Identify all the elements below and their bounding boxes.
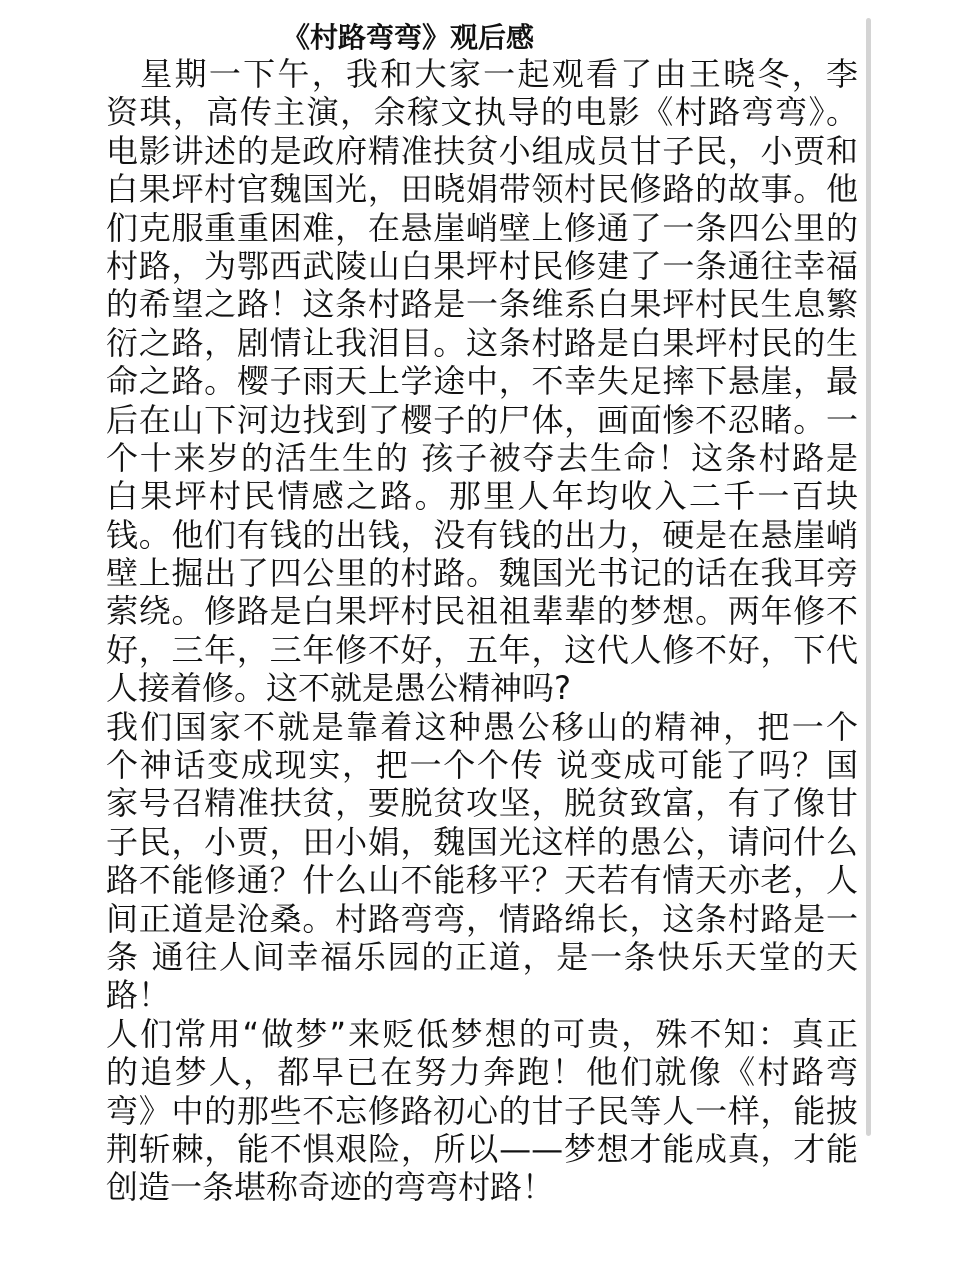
text-line: 电影讲述的是政府精准扶贫小组成员甘子民，小贾和 — [106, 131, 858, 170]
text-line: 萦绕。修路是白果坪村民祖祖辈辈的梦想。两年修不 — [106, 592, 858, 631]
text-line: 命之路。樱子雨天上学途中，不幸失足摔下悬崖，最 — [106, 362, 858, 401]
text-line: 的追梦人，都早已在努力奔跑！他们就像《村路弯 — [106, 1053, 858, 1092]
text-line: 钱。他们有钱的出钱，没有钱的出力，硬是在悬崖峭 — [106, 515, 858, 554]
text-line: 人接着修。这不就是愚公精神吗? — [106, 669, 571, 708]
document-body — [106, 55, 858, 1207]
text-line: 我们国家不就是靠着这种愚公移山的精神，把一个 — [106, 707, 858, 746]
text-line: 壁上掘出了四公里的村路。魏国光书记的话在我耳旁 — [106, 554, 858, 593]
text-line: 个十来岁的活生生的 孩子被夺去生命！这条村路是 — [106, 438, 858, 477]
text-line: 间正道是沧桑。村路弯弯，情路绵长，这条村路是一 — [106, 899, 858, 938]
text-line: 资琪，高传主演，余稼文执导的电影《村路弯弯》。 — [106, 93, 858, 132]
text-line: 路！ — [106, 976, 171, 1015]
text-line: 衍之路，剧情让我泪目。这条村路是白果坪村民的生 — [106, 323, 858, 362]
text-line: 家号召精准扶贫，要脱贫攻坚，脱贫致富，有了像甘 — [106, 784, 858, 823]
text-line: 创造一条堪称奇迹的弯弯村路！ — [106, 1168, 555, 1207]
document-title: 《村路弯弯》观后感 — [282, 21, 535, 54]
text-line: 白果坪村官魏国光，田晓娟带领村民修路的故事。他 — [106, 170, 858, 209]
text-line: 弯》中的那些不忘修路初心的甘子民等人一样，能披 — [106, 1091, 858, 1130]
text-line: 子民，小贾，田小娟，魏国光这样的愚公，请问什么 — [106, 822, 858, 861]
text-line: 后在山下河边找到了樱子的尸体，画面惨不忍睹。一 — [106, 400, 858, 439]
text-line: 个神话变成现实，把一个个传 说变成可能了吗？国 — [106, 746, 858, 785]
text-line: 人们常用“做梦”来贬低梦想的可贵，殊不知：真正 — [106, 1014, 858, 1053]
text-line: 们克服重重困难，在悬崖峭壁上修通了一条四公里的 — [106, 208, 858, 247]
text-line: 村路，为鄂西武陵山白果坪村民修建了一条通往幸福 — [106, 246, 858, 285]
text-line: 荆斩棘，能不惧艰险，所以——梦想才能成真，才能 — [106, 1129, 858, 1168]
text-line: 星期一下午，我和大家一起观看了由王晓冬，李 — [106, 55, 858, 93]
text-line: 白果坪村民情感之路。那里人年均收入二千一百块 — [106, 477, 858, 516]
text-line: 条 通往人间幸福乐园的正道，是一条快乐天堂的天 — [106, 937, 858, 976]
vertical-scrollbar[interactable] — [866, 18, 871, 1136]
text-line: 好，三年，三年修不好，五年，这代人修不好，下代 — [106, 630, 858, 669]
text-line: 路不能修通？什么山不能移平？天若有情天亦老，人 — [106, 861, 858, 900]
text-line: 的希望之路！这条村路是一条维系白果坪村民生息繁 — [106, 285, 858, 324]
